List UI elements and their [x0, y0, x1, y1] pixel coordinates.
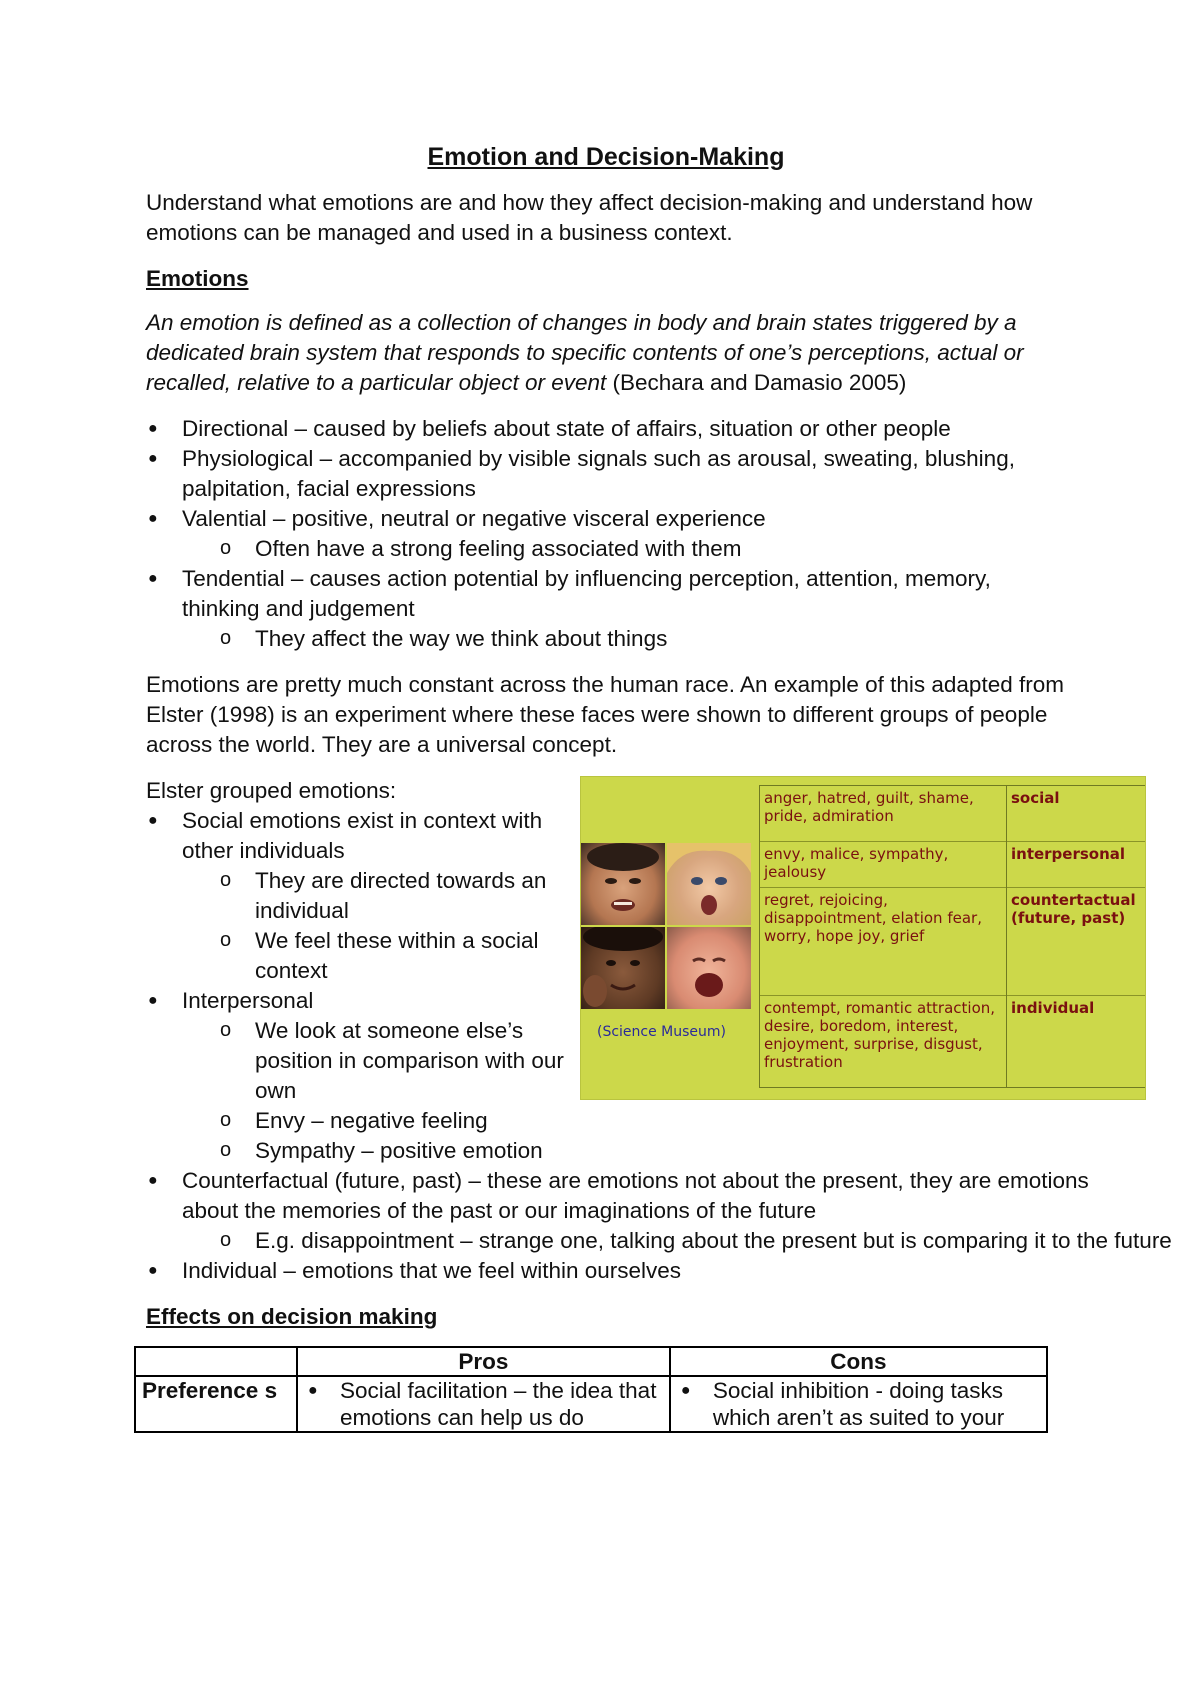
definition-citation: (Bechara and Damasio 2005) — [606, 370, 907, 395]
elster-social-sub2: o We feel these within a social context — [146, 926, 566, 986]
effects-table — [134, 1346, 1048, 1433]
elster-section — [146, 776, 1172, 1286]
elster-intro: Elster grouped emotions: — [146, 778, 397, 803]
elster-list-continued — [146, 1166, 1172, 1286]
group-label-cell: social — [1007, 786, 1146, 842]
list-item-valential: ● Valential – positive, neutral or negative visceral experience — [146, 504, 1066, 534]
group-label-cell: interpersonal — [1007, 842, 1146, 888]
elster-counter-sub1: o E.g. disappointment – strange one, talking about the present but is comparing it to the future — [146, 1226, 1175, 1256]
page-title: Emotion and Decision-Making — [427, 143, 785, 171]
document-page — [142, 140, 1172, 1433]
elster-interpersonal: ● Interpersonal — [146, 986, 566, 1016]
emotion-properties-list — [146, 414, 1066, 654]
emotion-list-cell: envy, malice, sympathy, jealousy — [760, 842, 1007, 888]
cons-cell — [670, 1376, 1047, 1432]
table-row — [760, 786, 1146, 842]
elster-inter-sub1: o We look at someone else’s position in comparison with our own — [146, 1016, 566, 1106]
elster-social-sub1: o They are directed towards an individual — [146, 866, 566, 926]
definition-text: An emotion is defined as a collection of changes in body and brain states triggered by a dedicated brain system that responds to specific contents of one’s perceptions, actual or recalled, relative to a particular object or event — [146, 310, 1024, 395]
face-image-surprised-woman — [667, 843, 751, 925]
emotion-list-cell: regret, rejoicing, disappointment, elation fear, worry, hope joy, grief — [760, 888, 1007, 996]
header-cons: Cons — [670, 1347, 1047, 1376]
elster-individual: ● Individual – emotions that we feel within ourselves — [146, 1256, 1102, 1286]
list-item-directional: ● Directional – caused by beliefs about state of affairs, situation or other people — [146, 414, 1066, 444]
face-image-angry-man — [581, 843, 665, 925]
elster-inter-sub2: o Envy – negative feeling — [146, 1106, 566, 1136]
cons-item: ● Social inhibition - doing tasks which aren’t as suited to your — [677, 1377, 1040, 1431]
elster-inter-sub3: o Sympathy – positive emotion — [146, 1136, 566, 1166]
elster-counterfactual: ● Counterfactual (future, past) – these are emotions not about the present, they are emotions about the memories of the past or our imaginations of the future — [146, 1166, 1102, 1226]
intro-paragraph: Understand what emotions are and how they affect decision-making and understand how emotions can be managed and used in a business context. — [146, 190, 1033, 245]
sub-item-valential: o Often have a strong feeling associated with them — [146, 534, 1066, 564]
table-row — [135, 1376, 1047, 1432]
table-row — [760, 888, 1146, 996]
elster-figure — [580, 776, 1146, 1100]
list-item-tendential: ● Tendential – causes action potential by influencing perception, attention, memory, thinking and judgement — [146, 564, 1066, 624]
face-image-crying-baby — [667, 927, 751, 1009]
row-label: Preference s — [135, 1376, 297, 1432]
emotion-definition — [146, 308, 1066, 398]
pros-item: ● Social facilitation – the idea that emotions can help us do — [304, 1377, 663, 1431]
emotion-groups-table — [759, 785, 1145, 1088]
header-pros: Pros — [297, 1347, 670, 1376]
group-label-cell: countertactual (future, past) — [1007, 888, 1146, 996]
header-blank — [135, 1347, 297, 1376]
pros-cell — [297, 1376, 670, 1432]
table-row — [760, 842, 1146, 888]
elster-social: ● Social emotions exist in context with other individuals — [146, 806, 566, 866]
emotions-heading: Emotions — [146, 266, 249, 291]
sub-item-tendential: o They affect the way we think about things — [146, 624, 1066, 654]
table-row — [760, 996, 1146, 1088]
figure-caption: (Science Museum) — [597, 1024, 727, 1040]
group-label-cell: individual — [1007, 996, 1146, 1088]
face-image-woman-hand — [581, 927, 665, 1009]
emotion-list-cell: contempt, romantic attraction, desire, boredom, interest, enjoyment, surprise, disgust, frustration — [760, 996, 1007, 1088]
emotion-list-cell: anger, hatred, guilt, shame, pride, admiration — [760, 786, 1007, 842]
list-item-physiological: ● Physiological – accompanied by visible signals such as arousal, sweating, blushing, palpitation, facial expressions — [146, 444, 1066, 504]
faces-photo — [581, 843, 753, 1009]
table-header-row — [135, 1347, 1047, 1376]
constant-paragraph: Emotions are pretty much constant across the human race. An example of this adapted from Elster (1998) is an experiment where these faces were shown to different groups of people across the world. They are a universal concept. — [146, 672, 1064, 757]
elster-list — [146, 806, 566, 1166]
effects-heading: Effects on decision making — [146, 1304, 438, 1329]
